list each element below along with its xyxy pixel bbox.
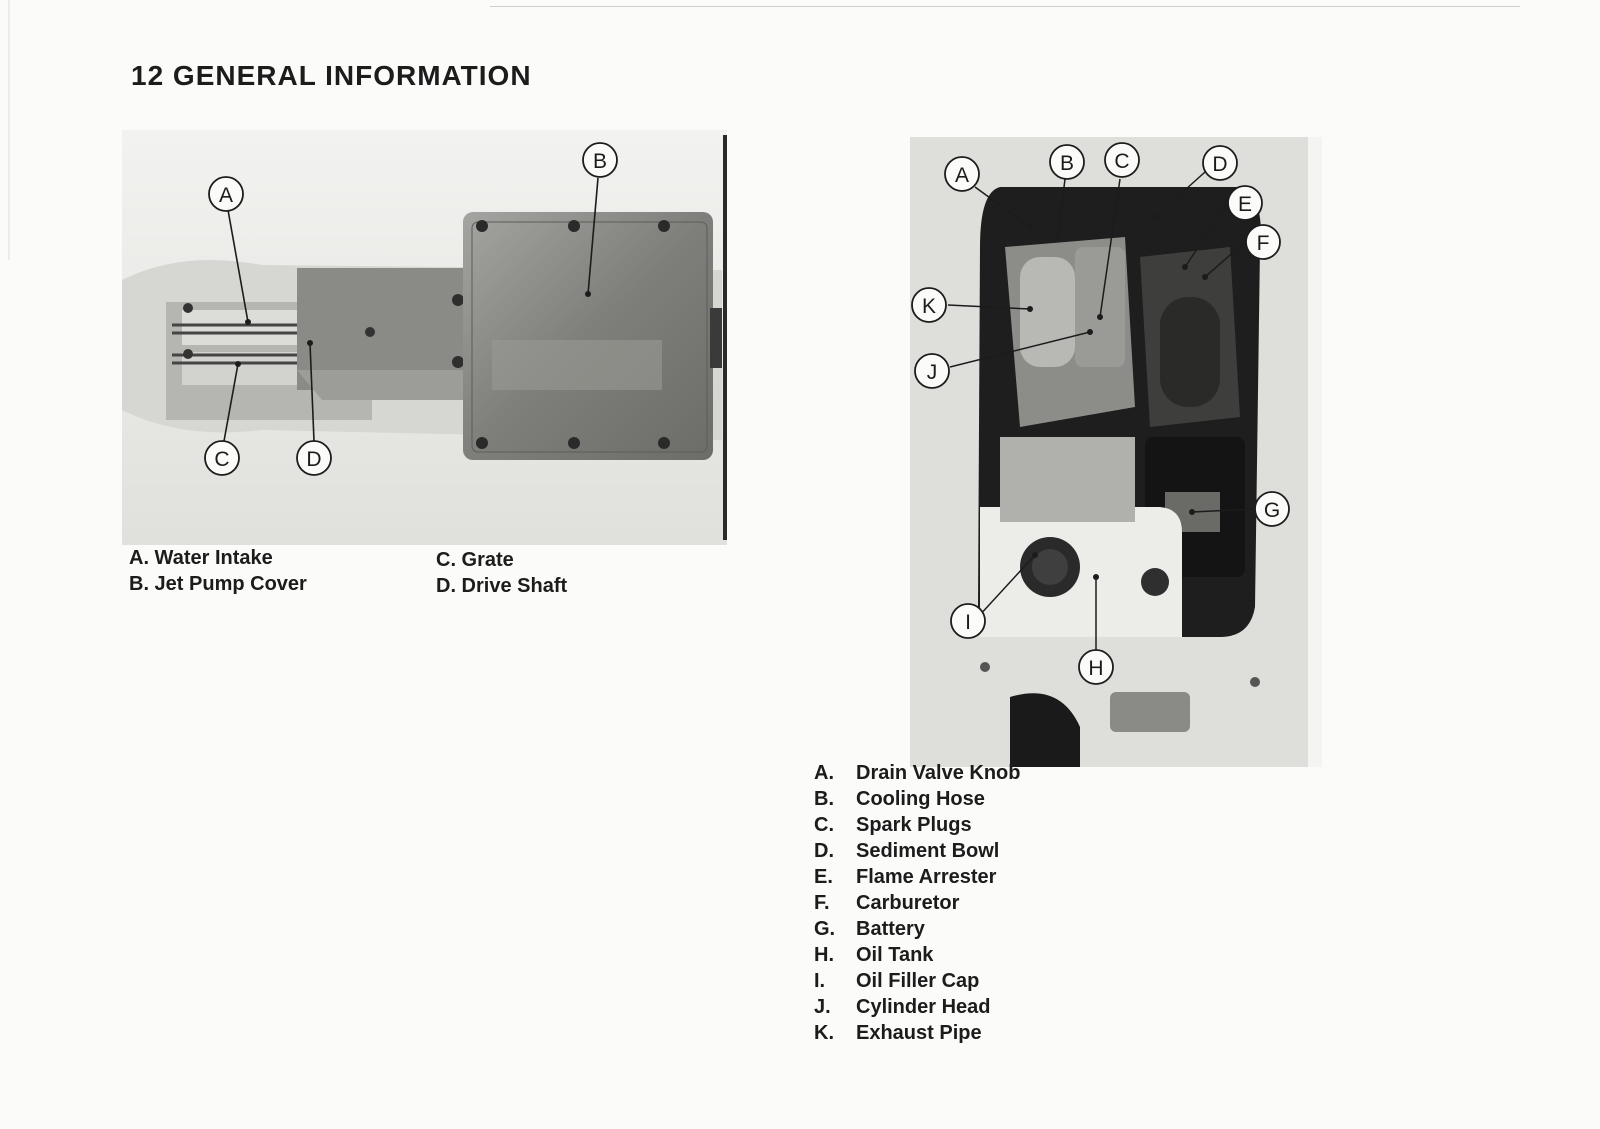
svg-text:K: K	[921, 295, 937, 318]
legend-left-c-d	[436, 547, 567, 599]
svg-text:E: E	[1237, 193, 1253, 216]
legend-row: I. Oil Filler Cap	[814, 970, 980, 992]
svg-text:D: D	[306, 448, 322, 471]
engine-compartment-photo	[910, 137, 1322, 767]
svg-text:G: G	[1263, 499, 1281, 522]
top-rule	[490, 6, 1520, 7]
svg-text:J: J	[926, 361, 938, 384]
callout-b	[583, 143, 617, 177]
legend-item: A. Water Intake	[129, 547, 273, 569]
legend-row: F. Carburetor	[814, 892, 960, 914]
legend-row: D. Sediment Bowl	[814, 840, 1000, 862]
callout-c	[1105, 143, 1139, 177]
legend-row: G. Battery	[814, 918, 925, 940]
legend-item: C. Grate	[436, 549, 514, 571]
legend-row: J. Cylinder Head	[814, 996, 991, 1018]
callout-e	[1228, 186, 1262, 220]
page-title: 12 GENERAL INFORMATION	[131, 60, 532, 91]
callout-k	[912, 288, 946, 322]
svg-text:C: C	[214, 448, 230, 471]
callout-c	[205, 441, 239, 475]
callout-g	[1255, 492, 1289, 526]
legend-row: K. Exhaust Pipe	[814, 1022, 982, 1044]
callout-h	[1079, 650, 1113, 684]
jet-pump-photo	[122, 130, 727, 545]
svg-text:F: F	[1256, 232, 1270, 255]
svg-text:B: B	[1059, 152, 1075, 175]
svg-text:A: A	[218, 184, 234, 207]
cylinder-head-shape	[1075, 247, 1125, 367]
svg-text:A: A	[954, 164, 970, 187]
page-edge	[8, 0, 10, 260]
legend-right	[814, 760, 1021, 1046]
legend-row: B. Cooling Hose	[814, 788, 985, 810]
legend-row: A. Drain Valve Knob	[814, 762, 1021, 784]
callout-d	[297, 441, 331, 475]
svg-text:H: H	[1088, 657, 1104, 680]
callout-d	[1203, 146, 1237, 180]
svg-text:D: D	[1212, 153, 1228, 176]
legend-row: E. Flame Arrester	[814, 866, 997, 888]
callout-b	[1050, 145, 1084, 179]
pump-cover-plate	[463, 212, 713, 460]
callout-a	[945, 157, 979, 191]
legend-item: B. Jet Pump Cover	[129, 573, 307, 595]
legend-item: D. Drive Shaft	[436, 575, 568, 597]
svg-text:B: B	[592, 150, 608, 173]
callout-f	[1246, 225, 1280, 259]
callout-a	[209, 177, 243, 211]
exhaust-pipe-shape	[1020, 257, 1075, 367]
legend-row: C. Spark Plugs	[814, 814, 972, 836]
legend-row: H. Oil Tank	[814, 944, 934, 966]
legend-left-a-b	[129, 545, 307, 597]
svg-text:C: C	[1114, 150, 1130, 173]
svg-text:I: I	[965, 611, 971, 634]
callout-j	[915, 354, 949, 388]
callout-i	[951, 604, 985, 638]
